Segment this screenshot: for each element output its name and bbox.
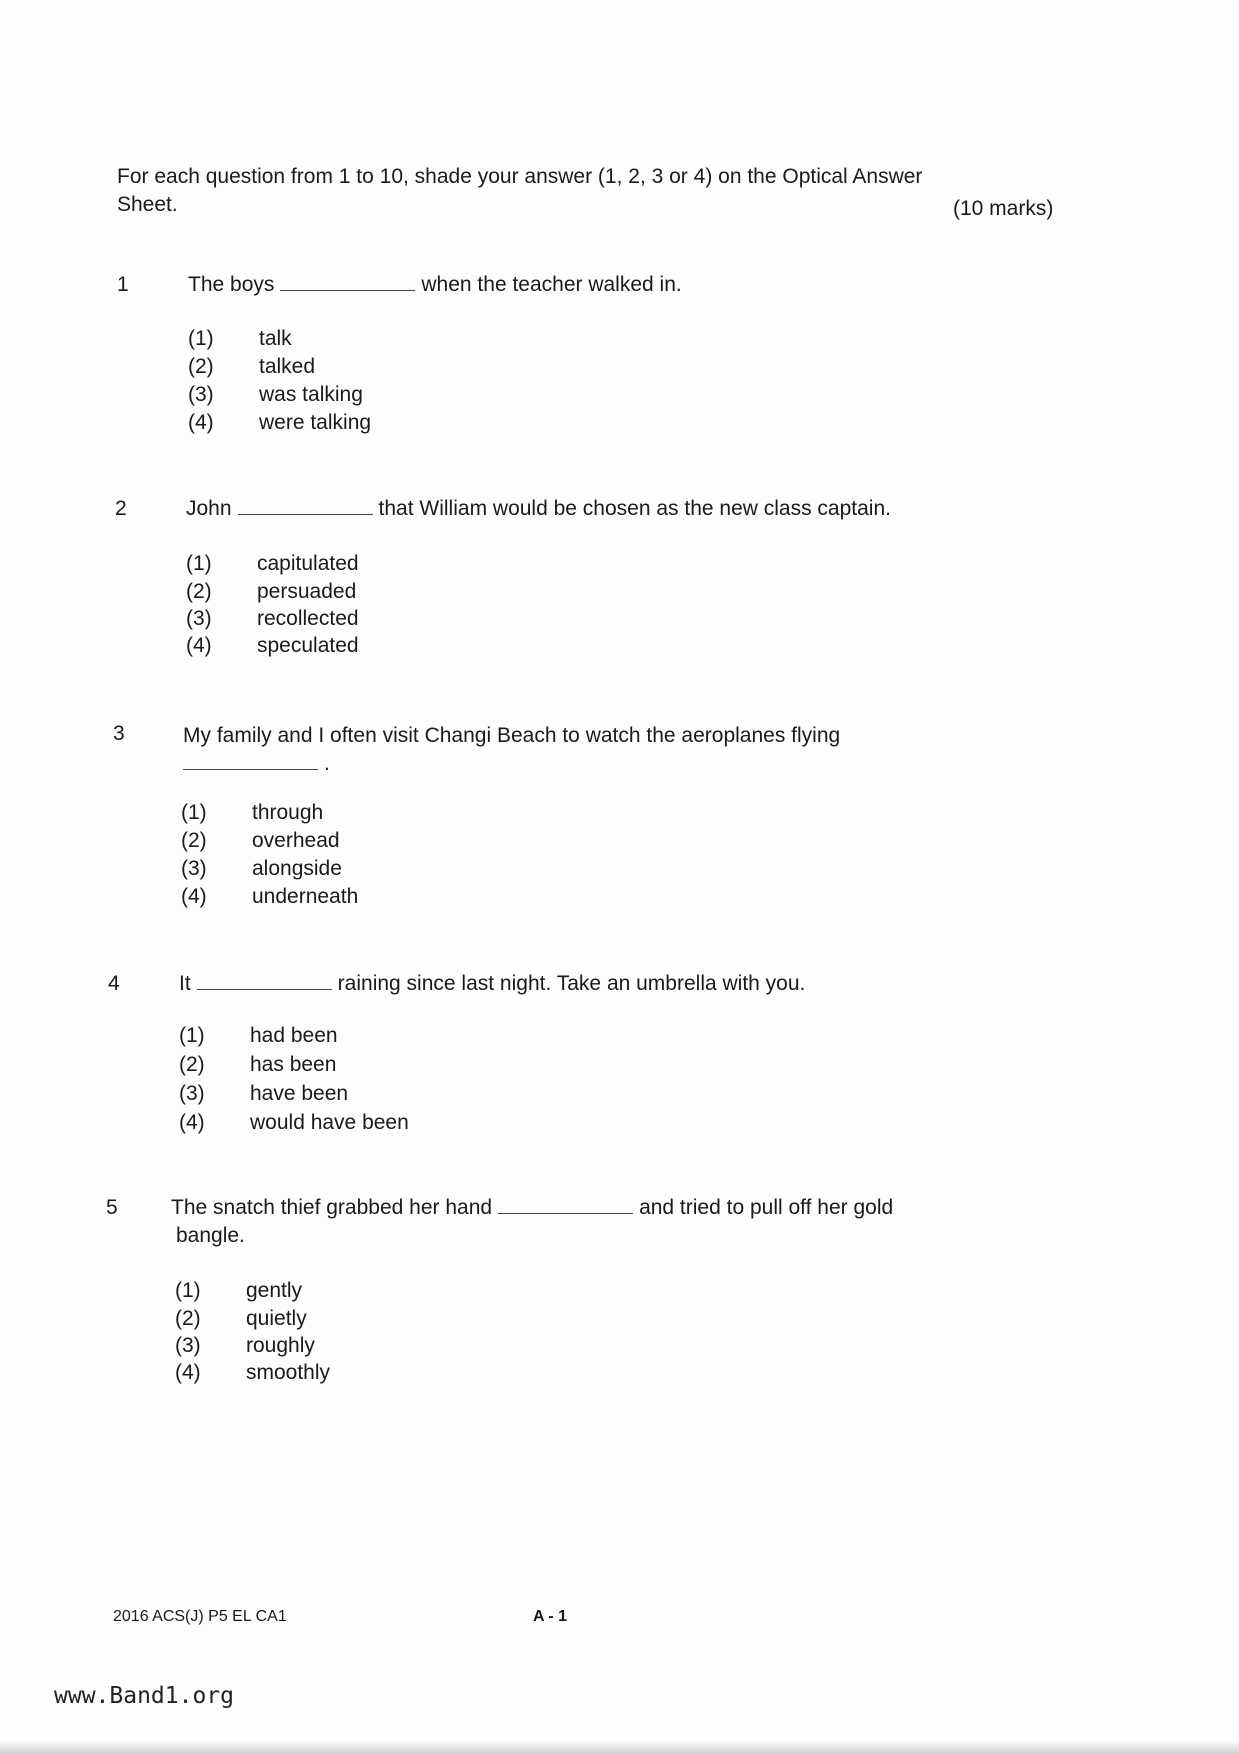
instructions-cont: Sheet.	[117, 193, 178, 216]
question-number: 2	[115, 497, 127, 520]
answer-blank	[238, 513, 373, 515]
scan-edge-shadow	[0, 1740, 1239, 1754]
answer-blank	[280, 289, 415, 291]
question-text: John	[186, 497, 232, 520]
question-number: 5	[106, 1196, 118, 1219]
question-text: that William would be chosen as the new class captain.	[378, 497, 891, 520]
watermark: www.Band1.org	[54, 1683, 235, 1709]
answer-blank	[197, 988, 332, 990]
question-number: 3	[113, 722, 125, 745]
question-text: .	[324, 752, 330, 775]
page-number: A - 1	[533, 1608, 568, 1625]
marks-label: (10 marks)	[953, 197, 1054, 220]
question-text-cont: bangle.	[176, 1224, 245, 1247]
question-text: when the teacher walked in.	[421, 273, 682, 296]
footer-code: 2016 ACS(J) P5 EL CA1	[113, 1608, 287, 1625]
question-text: My family and I often visit Changi Beach to watch the aeroplanes flying	[183, 724, 841, 747]
question-text: The boys	[188, 273, 275, 296]
answer-blank	[183, 768, 318, 770]
question-text: and tried to pull off her gold	[639, 1196, 894, 1219]
question-text: raining since last night. Take an umbrella with you.	[337, 972, 806, 995]
instructions: For each question from 1 to 10, shade your answer (1, 2, 3 or 4) on the Optical Answer	[117, 165, 923, 188]
question-text: It	[179, 972, 191, 995]
question-number: 4	[108, 972, 120, 995]
answer-blank	[498, 1212, 633, 1214]
question-number: 1	[117, 273, 129, 296]
question-text: The snatch thief grabbed her hand	[171, 1196, 493, 1219]
